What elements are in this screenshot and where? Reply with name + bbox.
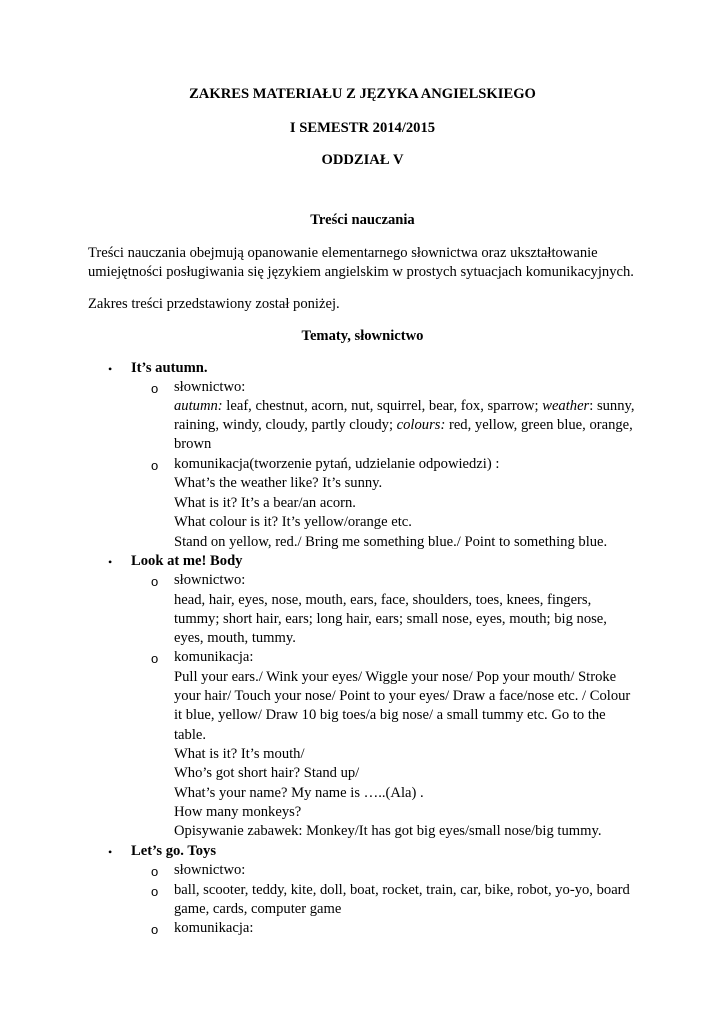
sub-bullet-icon: o	[151, 381, 159, 396]
communication-line: Who’s got short hair? Stand up/	[174, 765, 360, 781]
topic-title-toys: Let’s go. Toys	[131, 843, 217, 859]
vocab-line: eyes, mouth, tummy.	[174, 630, 296, 646]
vocab-label: słownictwo:	[174, 862, 246, 878]
vocab-line: tummy; short hair, ears; long hair, ears; small nose, eyes, mouth; big nose,	[174, 611, 607, 627]
sub-bullet-icon: o	[151, 922, 159, 937]
vocab-category-autumn: autumn:	[174, 398, 223, 414]
vocab-line: head, hair, eyes, nose, mouth, ears, face, shoulders, toes, knees, fingers,	[174, 592, 592, 608]
communication-line: it blue, yellow/ Draw 10 big toes/a big nose/ a small tummy etc. Go to the	[174, 707, 606, 723]
vocab-text: leaf, chestnut, acorn, nut, squirrel, bear, fox, sparrow;	[222, 398, 543, 414]
communication-line: your hair/ Touch your nose/ Point to your eyes/ Draw a face/nose etc. / Colour	[174, 688, 631, 704]
vocab-text: : sunny,	[589, 398, 635, 414]
vocab-line	[174, 416, 644, 435]
communication-line: What is it? It’s mouth/	[174, 746, 305, 762]
sub-bullet-icon: o	[151, 574, 159, 589]
sub-bullet-icon: o	[151, 651, 159, 666]
communication-label: komunikacja:	[174, 649, 254, 665]
communication-line: What is it? It’s a bear/an acorn.	[174, 495, 356, 511]
communication-label: komunikacja:	[174, 920, 254, 936]
topics-heading: Tematy, słownictwo	[301, 328, 424, 344]
vocab-label: słownictwo:	[174, 379, 246, 395]
vocab-category-colours: colours:	[396, 417, 446, 433]
vocab-text: raining, windy, cloudy, partly cloudy;	[174, 417, 397, 433]
bullet-icon: •	[108, 555, 113, 569]
communication-line: Pull your ears./ Wink your eyes/ Wiggle your nose/ Pop your mouth/ Stroke	[174, 669, 617, 685]
sub-bullet-icon: o	[151, 458, 159, 473]
communication-line: What’s your name? My name is …..(Ala) .	[174, 785, 424, 801]
vocab-line: game, cards, computer game	[174, 901, 342, 917]
bullet-icon: •	[108, 362, 113, 376]
communication-line: How many monkeys?	[174, 804, 302, 820]
vocab-label: słownictwo:	[174, 572, 246, 588]
scope-note: Zakres treści przedstawiony został poniżej.	[88, 296, 340, 312]
vocab-text: red, yellow, green blue, orange,	[445, 417, 633, 433]
communication-line: Opisywanie zabawek: Monkey/It has got big eyes/small nose/big tummy.	[174, 823, 602, 839]
vocab-category-weather: weather	[542, 398, 590, 414]
topic-title-autumn: It’s autumn.	[131, 360, 208, 376]
bullet-icon: •	[108, 845, 113, 859]
communication-line: What’s the weather like? It’s sunny.	[174, 475, 383, 491]
sub-bullet-icon: o	[151, 864, 159, 879]
vocab-line	[174, 397, 644, 416]
content-paragraph-line-2: umiejętności posługiwania się językiem angielskim w prostych sytuacjach komunikacyjnych.	[88, 264, 634, 280]
semester-label: I SEMESTR 2014/2015	[289, 120, 436, 136]
sub-bullet-icon: o	[151, 884, 159, 899]
communication-label: komunikacja(tworzenie pytań, udzielanie odpowiedzi) :	[174, 456, 500, 472]
content-heading: Treści nauczania	[310, 212, 415, 228]
communication-line: Stand on yellow, red./ Bring me something blue./ Point to something blue.	[174, 534, 608, 550]
vocab-line: brown	[174, 436, 212, 452]
communication-line: What colour is it? It’s yellow/orange etc.	[174, 514, 412, 530]
communication-line: table.	[174, 727, 207, 743]
class-label: ODDZIAŁ V	[321, 152, 404, 168]
content-paragraph-line-1: Treści nauczania obejmują opanowanie elementarnego słownictwa oraz ukształtowanie	[88, 245, 598, 261]
document-title: ZAKRES MATERIAŁU Z JĘZYKA ANGIELSKIEGO	[189, 86, 536, 102]
topic-title-body: Look at me! Body	[131, 553, 243, 569]
vocab-line: ball, scooter, teddy, kite, doll, boat, rocket, train, car, bike, robot, yo-yo, board	[174, 882, 630, 898]
